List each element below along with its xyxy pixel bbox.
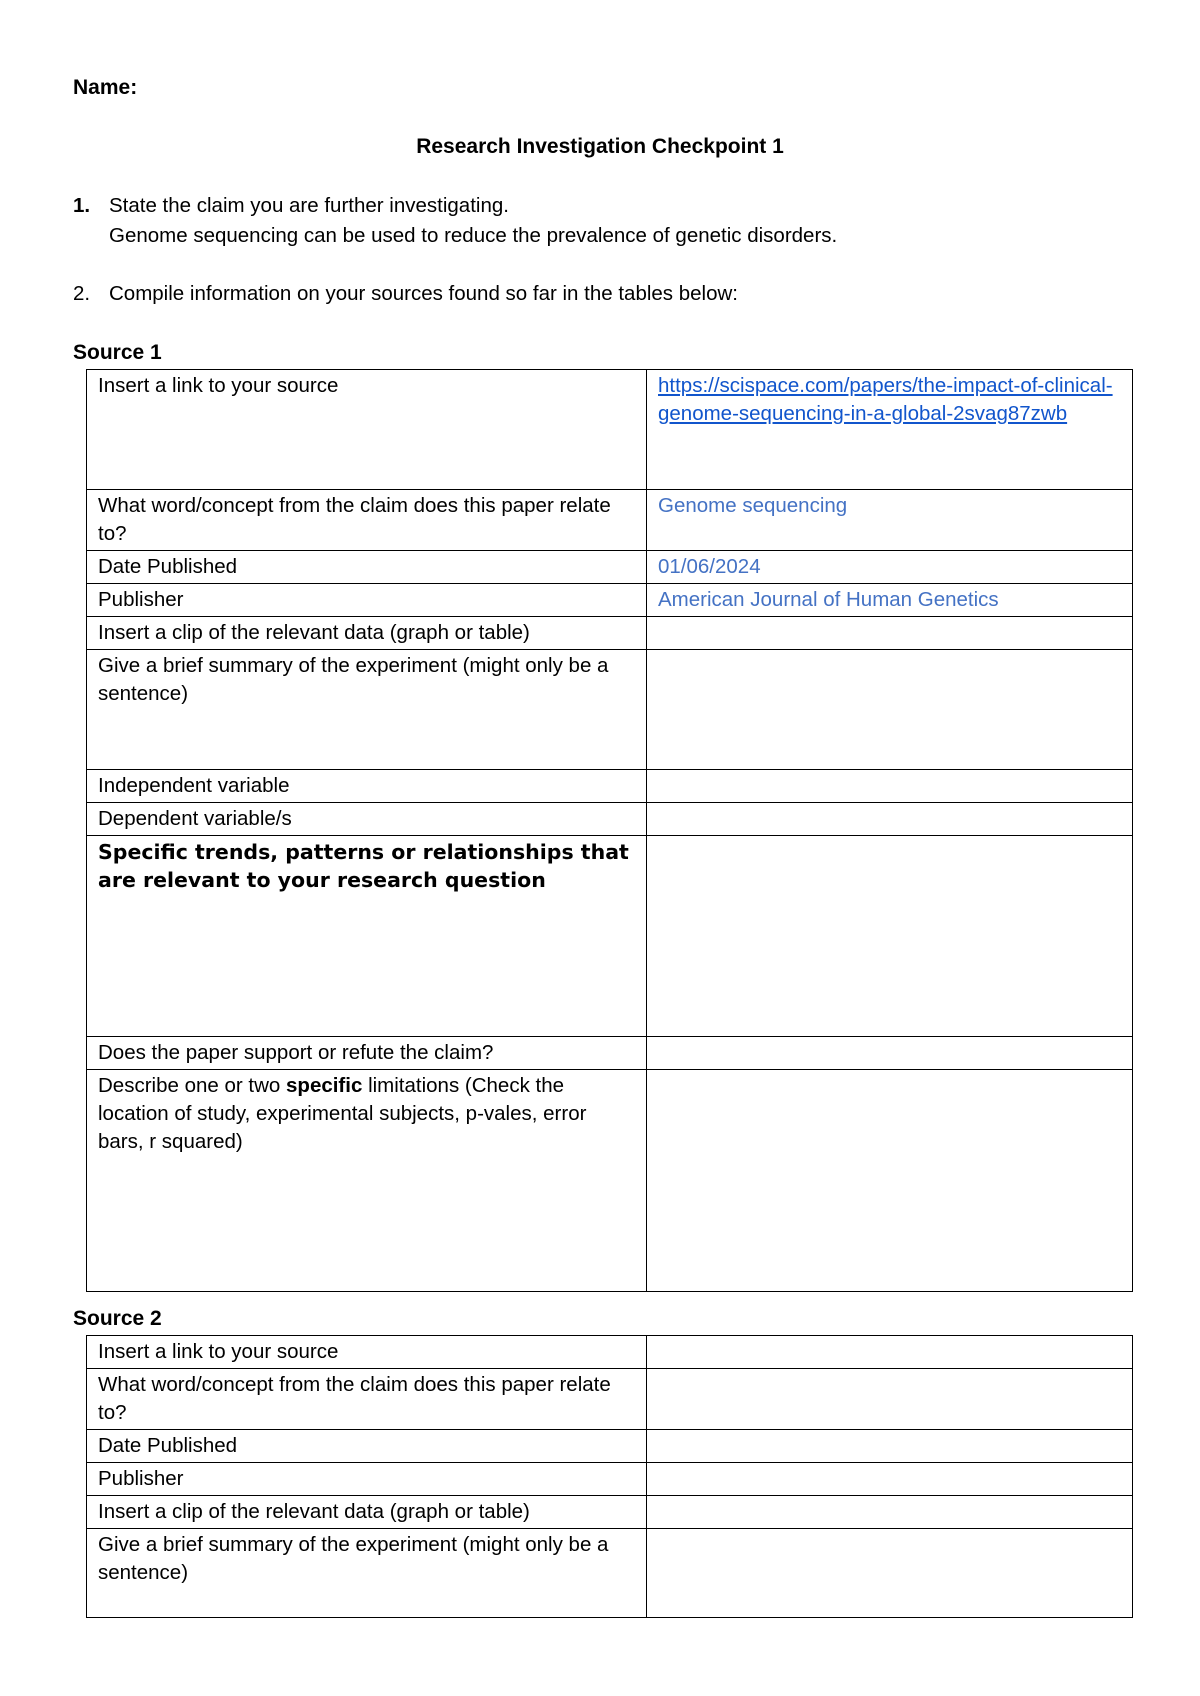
clip-value-cell[interactable] bbox=[647, 617, 1133, 650]
clip-value-cell[interactable] bbox=[647, 1496, 1133, 1529]
table-row bbox=[87, 1496, 1133, 1529]
question-1-text: State the claim you are further investigating. bbox=[109, 194, 509, 217]
concept-label-cell: What word/concept from the claim does this paper relate to? bbox=[87, 1369, 647, 1430]
name-label: Name: bbox=[73, 76, 138, 99]
limitations-label-cell bbox=[87, 1070, 647, 1292]
link-label-cell: Insert a link to your source bbox=[87, 370, 647, 490]
iv-value-cell[interactable] bbox=[647, 770, 1133, 803]
limitations-text-pre: Describe one or two bbox=[98, 1074, 287, 1097]
source-2-table bbox=[86, 1335, 1133, 1618]
iv-label-cell: Independent variable bbox=[87, 770, 647, 803]
trends-label-cell: Specific trends, patterns or relationships that are relevant to your research question bbox=[87, 836, 647, 1037]
concept-label-cell: What word/concept from the claim does this paper relate to? bbox=[87, 490, 647, 551]
table-row bbox=[87, 1529, 1133, 1618]
table-row bbox=[87, 1336, 1133, 1369]
question-1 bbox=[73, 194, 509, 218]
summary-value-cell[interactable] bbox=[647, 1529, 1133, 1618]
summary-label-cell: Give a brief summary of the experiment (might only be a sentence) bbox=[87, 1529, 647, 1618]
table-row bbox=[87, 551, 1133, 584]
link-value-cell[interactable] bbox=[647, 1336, 1133, 1369]
source-1-table bbox=[86, 369, 1133, 1292]
limitations-text-post: limitations (Check the location of study, experimental subjects, p-vales, error bars, r squared) bbox=[98, 1074, 587, 1153]
summary-label-cell: Give a brief summary of the experiment (might only be a sentence) bbox=[87, 650, 647, 770]
clip-label-cell: Insert a clip of the relevant data (graph or table) bbox=[87, 617, 647, 650]
question-1-answer[interactable]: Genome sequencing can be used to reduce the prevalence of genetic disorders. bbox=[109, 224, 838, 247]
date-label-cell: Date Published bbox=[87, 1430, 647, 1463]
table-row bbox=[87, 836, 1133, 1037]
concept-value-cell[interactable] bbox=[647, 1369, 1133, 1430]
dv-label-cell: Dependent variable/s bbox=[87, 803, 647, 836]
support-label-cell: Does the paper support or refute the claim? bbox=[87, 1037, 647, 1070]
publisher-label-cell: Publisher bbox=[87, 584, 647, 617]
summary-value-cell[interactable] bbox=[647, 650, 1133, 770]
source-2-heading: Source 2 bbox=[73, 1307, 162, 1330]
date-label-cell: Date Published bbox=[87, 551, 647, 584]
trends-value-cell[interactable] bbox=[647, 836, 1133, 1037]
table-row bbox=[87, 584, 1133, 617]
concept-value-cell[interactable]: Genome sequencing bbox=[647, 490, 1133, 551]
limitations-value-cell[interactable] bbox=[647, 1070, 1133, 1292]
table-row bbox=[87, 803, 1133, 836]
date-value-cell[interactable]: 01/06/2024 bbox=[647, 551, 1133, 584]
table-row bbox=[87, 617, 1133, 650]
table-row bbox=[87, 1463, 1133, 1496]
table-row bbox=[87, 1430, 1133, 1463]
table-row bbox=[87, 1070, 1133, 1292]
question-1-number: 1. bbox=[73, 194, 91, 217]
page-title: Research Investigation Checkpoint 1 bbox=[416, 135, 784, 158]
publisher-value-cell[interactable]: American Journal of Human Genetics bbox=[647, 584, 1133, 617]
table-row bbox=[87, 650, 1133, 770]
question-2 bbox=[73, 282, 738, 306]
link-label-cell: Insert a link to your source bbox=[87, 1336, 647, 1369]
table-row bbox=[87, 490, 1133, 551]
dv-value-cell[interactable] bbox=[647, 803, 1133, 836]
table-row bbox=[87, 1369, 1133, 1430]
table-row bbox=[87, 370, 1133, 490]
date-value-cell[interactable] bbox=[647, 1430, 1133, 1463]
question-2-number: 2. bbox=[73, 282, 91, 305]
support-value-cell[interactable] bbox=[647, 1037, 1133, 1070]
table-row bbox=[87, 770, 1133, 803]
publisher-value-cell[interactable] bbox=[647, 1463, 1133, 1496]
limitations-text-bold: specific bbox=[286, 1074, 363, 1097]
question-2-text: Compile information on your sources found so far in the tables below: bbox=[109, 282, 739, 305]
clip-label-cell: Insert a clip of the relevant data (graph or table) bbox=[87, 1496, 647, 1529]
table-row bbox=[87, 1037, 1133, 1070]
publisher-label-cell: Publisher bbox=[87, 1463, 647, 1496]
source-1-heading: Source 1 bbox=[73, 341, 162, 364]
source-link[interactable]: https://scispace.com/papers/the-impact-of-clinical-genome-sequencing-in-a-global-2svag87zwb bbox=[658, 374, 1113, 425]
link-value-cell[interactable] bbox=[647, 370, 1133, 490]
